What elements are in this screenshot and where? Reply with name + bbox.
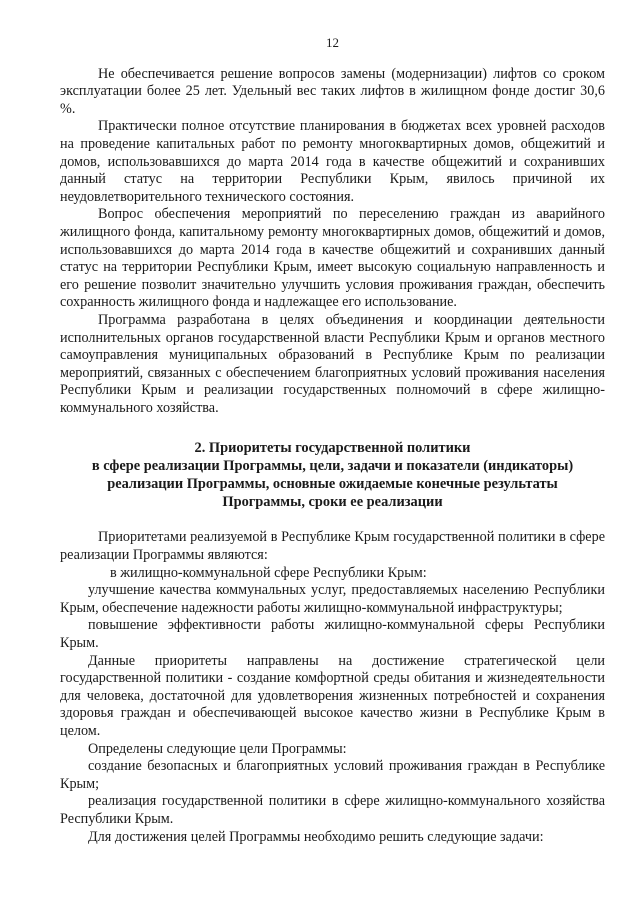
paragraph-priority-2: повышение эффективности работы жилищно-коммунальной сферы Республики Крым. bbox=[60, 617, 605, 652]
paragraph-priorities-aim: Данные приоритеты направлены на достижение стратегической цели государственной политики - создание комфортной среды обитания и жизнедеятельности для человека, достаточной для удовлетворения жизненных потребностей и сохранения здоровья граждан и обеспечивающей высокое качество жизни в Республике Крым в целом. bbox=[60, 652, 605, 739]
page-number: 12 bbox=[326, 35, 339, 50]
paragraph-goals-intro: Определены следующие цели Программы: bbox=[88, 740, 347, 757]
paragraph-goal-2: реализация государственной политики в сфере жилищно-коммунального хозяйства Республики Крым. bbox=[60, 793, 605, 827]
paragraph-tasks-intro: Для достижения целей Программы необходимо решить следующие задачи: bbox=[88, 828, 544, 845]
section-heading-line: в сфере реализации Программы, цели, задачи и показатели (индикаторы) bbox=[91, 458, 574, 475]
section-heading bbox=[60, 439, 605, 511]
paragraph-housing-sphere: в жилищно-коммунальной сфере Республики Крым: bbox=[110, 564, 427, 581]
paragraph-lifts: Не обеспечивается решение вопросов замены (модернизации) лифтов со сроком эксплуатации более 25 лет. Удельный вес таких лифтов в жилищном фонде достиг 30,6 %. bbox=[60, 65, 605, 117]
paragraph-goal-1: создание безопасных и благоприятных условий проживания граждан в Республике Крым; bbox=[60, 758, 605, 792]
section-heading-line: Программы, сроки ее реализации bbox=[222, 494, 443, 511]
section-heading-line: реализации Программы, основные ожидаемые конечные результаты bbox=[107, 476, 558, 493]
paragraph-resettlement: Вопрос обеспечения мероприятий по переселению граждан из аварийного жилищного фонда, капитальному ремонту многоквартирных домов, общежитий и домов, использовавшихся до марта 2014 года в качестве общежитий и сохранивших данный статус на территории Республики Крым, имеет высокую социальную направленность и его решение позволит значительно улучшить условия проживания граждан, обеспечить сохранность жилищного фонда и надлежащее его использование. bbox=[60, 206, 605, 311]
paragraph-planning: Практически полное отсутствие планирования в бюджетах всех уровней расходов на проведение капитальных работ по ремонту многоквартирных домов, общежитий и домов, использовавшихся до марта 2014 года в качестве общежитий и сохранивших данный статус на территории Республики Крым, явилось причиной их неудовлетворительного технического состояния. bbox=[60, 118, 605, 205]
document-page bbox=[60, 34, 605, 846]
paragraph-priorities-intro: Приоритетами реализуемой в Республике Крым государственной политики в сфере реализации Программы являются: bbox=[60, 529, 605, 564]
section-heading-line: 2. Приоритеты государственной политики bbox=[194, 440, 471, 457]
paragraph-priority-1: улучшение качества коммунальных услуг, предоставляемых населению Республики Крым, обеспечение надежности работы жилищно-коммунальной инфраструктуры; bbox=[60, 582, 605, 616]
paragraph-program-purpose: Программа разработана в целях объединения и координации деятельности исполнительных органов государственной власти Республики Крым и органов местного самоуправления муниципальных образований в Республике Крым по реализации мероприятий, связанных с обеспечением благоприятных условий проживания населения Республики Крым и реализации государственных полномочий в сфере жилищно-коммунального хозяйства. bbox=[60, 311, 605, 416]
